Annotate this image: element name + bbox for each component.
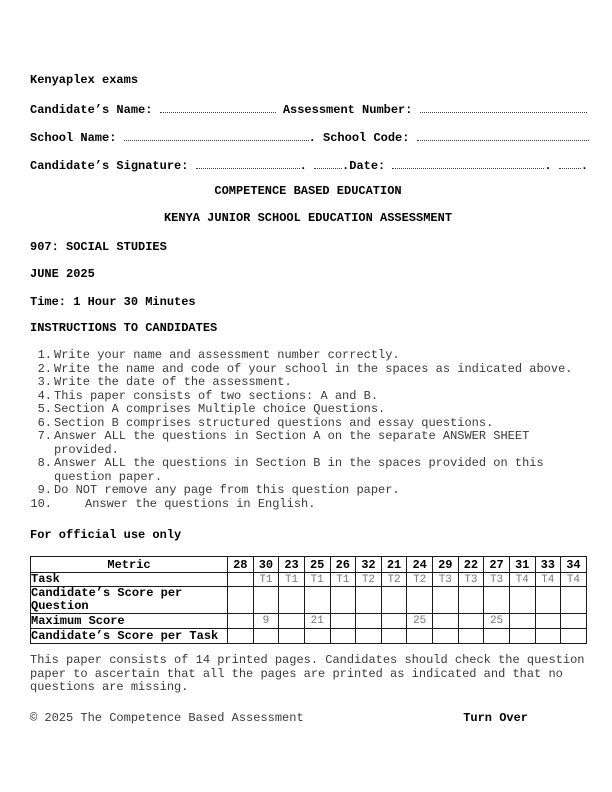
question-number-header: 28 xyxy=(228,557,254,573)
score-cell xyxy=(381,587,407,614)
school-name-label: School Name: xyxy=(30,131,117,145)
subject-code: 907: SOCIAL STUDIES xyxy=(30,240,167,254)
score-cell xyxy=(433,587,459,614)
question-number-header: 21 xyxy=(381,557,407,573)
score-cell: T3 xyxy=(458,573,484,587)
page-footer xyxy=(30,711,586,725)
score-cell xyxy=(535,587,561,614)
score-cell xyxy=(279,629,305,644)
score-cell xyxy=(330,629,356,644)
instruction-number: 6. xyxy=(37,415,52,430)
table-row xyxy=(31,629,587,644)
instruction-number: 1. xyxy=(37,348,52,362)
instruction-text: Answer ALL the questions in Section B in the spaces provided on this question paper. xyxy=(54,456,544,484)
question-number-header: 30 xyxy=(253,557,279,573)
instruction-text: Answer ALL the questions in Section A on the separate ANSWER SHEET provided. xyxy=(54,429,530,457)
question-number-header: 34 xyxy=(561,557,587,573)
question-number-header: 33 xyxy=(535,557,561,573)
score-cell: T3 xyxy=(484,573,510,587)
instruction-text: Write the name and code of your school in the spaces as indicated above. xyxy=(54,361,573,376)
instruction-item xyxy=(30,363,586,377)
score-cell xyxy=(356,587,382,614)
date-blank-2 xyxy=(559,159,581,169)
score-cell xyxy=(253,629,279,644)
copyright-text: © 2025 The Competence Based Assessment xyxy=(30,710,304,725)
score-cell: T1 xyxy=(253,573,279,587)
assessment-number-label: Assessment Number: xyxy=(282,103,413,117)
score-cell xyxy=(304,587,330,614)
score-cell xyxy=(433,614,459,629)
instructions-list xyxy=(30,349,586,511)
score-cell xyxy=(561,587,587,614)
score-cell xyxy=(535,614,561,629)
score-cell: T4 xyxy=(561,573,587,587)
brand-name: Kenyaplex exams xyxy=(30,73,139,87)
date-blank xyxy=(392,159,544,169)
date-sep: . xyxy=(544,159,552,173)
date-label: .Date: xyxy=(342,159,386,173)
score-cell xyxy=(228,587,254,614)
score-cell xyxy=(330,614,356,629)
row-label-cell: Maximum Score xyxy=(31,614,228,629)
instruction-number: 9. xyxy=(37,483,52,497)
score-cell xyxy=(381,629,407,644)
score-cell xyxy=(458,614,484,629)
score-cell: T4 xyxy=(509,573,535,587)
instruction-item xyxy=(30,376,586,390)
official-use-heading: For official use only xyxy=(30,528,182,542)
score-cell xyxy=(279,587,305,614)
metric-header-cell: Metric xyxy=(31,557,228,573)
page-count-note: This paper consists of 14 printed pages. Candidates should check the question paper to ascertain that all the pages are printed as indicated and that no questions are missing. xyxy=(30,653,585,694)
score-cell xyxy=(509,629,535,644)
candidate-name-line xyxy=(30,103,586,117)
signature-sep: . xyxy=(299,159,307,173)
score-cell xyxy=(509,587,535,614)
school-name-sep: . xyxy=(308,131,316,145)
school-name-blank xyxy=(124,131,309,141)
score-cell xyxy=(458,629,484,644)
question-number-header: 24 xyxy=(407,557,433,573)
score-cell xyxy=(458,587,484,614)
question-number-header: 26 xyxy=(330,557,356,573)
score-cell: 21 xyxy=(304,614,330,629)
official-table xyxy=(30,556,587,644)
exam-date: JUNE 2025 xyxy=(30,267,95,281)
score-cell: T2 xyxy=(356,573,382,587)
score-cell xyxy=(356,629,382,644)
table-header-row xyxy=(31,557,587,573)
score-cell: T4 xyxy=(535,573,561,587)
score-cell xyxy=(330,587,356,614)
score-cell: 25 xyxy=(407,614,433,629)
instruction-text: Answer the questions in English. xyxy=(85,496,316,511)
instruction-text: Section A comprises Multiple choice Questions. xyxy=(54,402,386,416)
exam-title-secondary: KENYA JUNIOR SCHOOL EDUCATION ASSESSMENT xyxy=(163,211,453,225)
instruction-item xyxy=(30,390,586,404)
score-cell xyxy=(228,573,254,587)
instruction-text: Do NOT remove any page from this question paper. xyxy=(54,483,400,497)
score-cell xyxy=(381,614,407,629)
candidate-name-blank xyxy=(160,103,276,113)
candidate-name-label: Candidate’s Name: xyxy=(30,103,153,117)
instruction-text: Write the date of the assessment. xyxy=(54,375,292,389)
signature-blank xyxy=(196,159,300,169)
score-cell: T2 xyxy=(407,573,433,587)
instruction-text: This paper consists of two sections: A and B. xyxy=(54,388,379,403)
instruction-number: 4. xyxy=(37,388,52,403)
instruction-item xyxy=(30,417,586,431)
score-cell xyxy=(561,614,587,629)
signature-blank-2 xyxy=(314,159,342,169)
instruction-number: 7. xyxy=(37,429,52,443)
score-cell xyxy=(407,587,433,614)
instruction-item xyxy=(30,498,586,512)
score-cell: T3 xyxy=(433,573,459,587)
question-number-header: 29 xyxy=(433,557,459,573)
assessment-number-blank xyxy=(420,103,587,113)
instruction-item xyxy=(30,349,586,363)
table-row xyxy=(31,573,587,587)
score-cell xyxy=(279,614,305,629)
instruction-text: Write your name and assessment number correctly. xyxy=(54,348,400,362)
score-cell: T1 xyxy=(330,573,356,587)
signature-line xyxy=(30,159,589,173)
score-cell: 9 xyxy=(253,614,279,629)
instruction-number: 2. xyxy=(37,361,52,376)
score-cell xyxy=(535,629,561,644)
instruction-number: 3. xyxy=(37,375,52,389)
question-number-header: 23 xyxy=(279,557,305,573)
row-label-cell: Candidate’s Score per Task xyxy=(31,629,228,644)
score-cell xyxy=(433,629,459,644)
question-number-header: 31 xyxy=(509,557,535,573)
table-row xyxy=(31,587,587,614)
instruction-number: 8. xyxy=(37,456,52,470)
score-cell xyxy=(304,629,330,644)
school-name-line xyxy=(30,131,586,145)
table-row xyxy=(31,614,587,629)
score-cell xyxy=(407,629,433,644)
date-end-dot: . xyxy=(580,159,589,173)
instruction-item xyxy=(30,430,586,457)
score-cell: T1 xyxy=(304,573,330,587)
question-number-header: 32 xyxy=(356,557,382,573)
score-cell xyxy=(228,629,254,644)
instruction-item xyxy=(30,403,586,417)
instruction-number: 10. xyxy=(30,496,52,511)
score-cell xyxy=(484,629,510,644)
question-number-header: 22 xyxy=(458,557,484,573)
turn-over-label: Turn Over xyxy=(463,710,528,725)
score-cell: 25 xyxy=(484,614,510,629)
score-cell xyxy=(228,614,254,629)
school-code-blank xyxy=(417,131,589,141)
school-code-label: School Code: xyxy=(323,131,410,145)
row-label-cell: Task xyxy=(31,573,228,587)
score-cell: T1 xyxy=(279,573,305,587)
row-label-cell: Candidate’s Score per Question xyxy=(31,587,228,614)
score-cell: T2 xyxy=(381,573,407,587)
score-cell xyxy=(484,587,510,614)
score-cell xyxy=(561,629,587,644)
question-number-header: 25 xyxy=(304,557,330,573)
exam-duration: Time: 1 Hour 30 Minutes xyxy=(30,295,196,309)
instruction-item xyxy=(30,484,586,498)
score-cell xyxy=(253,587,279,614)
question-number-header: 27 xyxy=(484,557,510,573)
instruction-number: 5. xyxy=(37,402,52,416)
score-cell xyxy=(509,614,535,629)
instructions-heading: INSTRUCTIONS TO CANDIDATES xyxy=(30,321,218,335)
exam-title-primary: COMPETENCE BASED EDUCATION xyxy=(214,184,402,198)
instruction-item xyxy=(30,457,586,484)
score-cell xyxy=(356,614,382,629)
signature-label: Candidate’s Signature: xyxy=(30,159,189,173)
instruction-text: Section B comprises structured questions and essay questions. xyxy=(54,415,494,430)
